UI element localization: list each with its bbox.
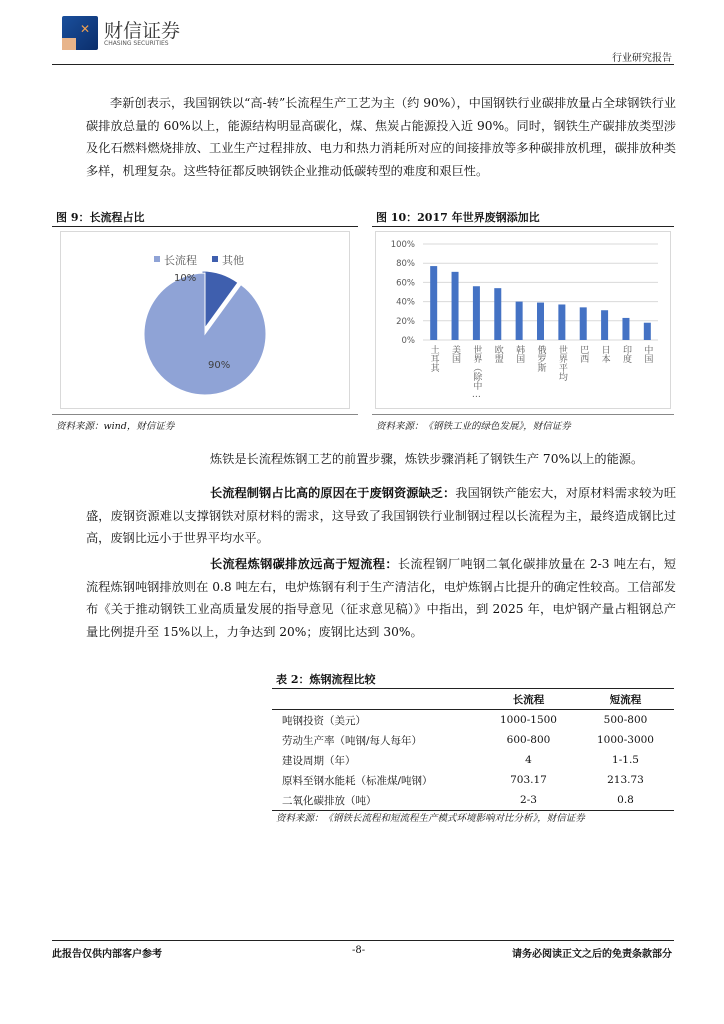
footer-divider: [52, 940, 674, 941]
x-tick-label: 美国: [450, 345, 461, 363]
table-cell: 原料至钢水能耗（标准煤/吨钢）: [282, 774, 433, 787]
legend-other: 其他: [222, 254, 244, 267]
brand-name: 财信证券: [104, 20, 181, 42]
label-other: 10%: [174, 273, 197, 284]
table-cell: 600-800: [506, 734, 551, 746]
y-tick-label: 100%: [390, 240, 415, 250]
table-row: [272, 710, 674, 731]
y-tick-label: 0%: [401, 336, 415, 346]
paragraph-2-body: 我国钢铁产能宏大，对原材料需求较为旺盛，废钢资源难以支撑钢铁对原材料的需求，这导致了我国钢铁行业制钢过程以长流程为主，最终造成钢比过高，废钢比远小于世界平均水平。: [86, 486, 677, 545]
fig10-source: 资料来源：《钢铁工业的绿色发展》，财信证券: [376, 421, 571, 432]
x-tick-label: 欧盟: [492, 345, 503, 363]
footer-left: 此报告仅供内部客户参考: [52, 949, 162, 960]
bar: [537, 303, 544, 340]
bar: [622, 318, 629, 340]
fig9-bottom-rule: [52, 414, 358, 415]
logo-icon: ✕: [62, 16, 98, 50]
report-type: 行业研究报告: [612, 53, 672, 64]
bar: [516, 302, 523, 340]
bar: [601, 310, 608, 340]
legend-long: 长流程: [164, 254, 197, 267]
label-long: 90%: [208, 360, 231, 371]
bar: [494, 288, 501, 340]
table-cell: 4: [525, 754, 532, 766]
table-cell: 500-800: [603, 714, 648, 726]
x-tick-label: 世界平均: [556, 345, 567, 381]
x-tick-label: 日本: [599, 345, 610, 363]
fig10-title: 图 10：2017 年世界废钢添加比: [376, 211, 540, 224]
pie-slice-0: [144, 273, 266, 395]
table-cell: 2-3: [520, 794, 537, 806]
x-tick-label: 巴西: [578, 345, 589, 363]
bar: [430, 266, 437, 340]
page-number: -8-: [352, 945, 366, 956]
bar: [580, 307, 587, 340]
header-divider: [52, 64, 674, 65]
fig9-rule: [52, 226, 358, 227]
bar: [473, 286, 480, 340]
comparison-table: [272, 689, 674, 811]
fig9-title: 图 9：长流程占比: [56, 211, 145, 224]
pie-chart: [60, 231, 350, 409]
x-tick-label: 俄罗斯: [535, 345, 546, 372]
table-header: 长流程: [512, 693, 545, 706]
table-cell: 1000-1500: [500, 714, 557, 726]
paragraph-3-lead: 长流程炼钢碳排放远高于短流程：: [210, 557, 398, 571]
legend-swatch-long: [154, 256, 160, 262]
table-cell: 1000-3000: [597, 734, 654, 746]
intro-paragraph: 李新创表示，我国钢铁以“高-转”长流程生产工艺为主（约 90%），中国钢铁行业碳排放量占全球钢铁行业碳排放总量的 60%以上，能源结构明显高碳化，煤、焦炭占能源投入近 90%。同时，钢铁生产碳排放类型涉及化石燃料燃烧排放、工业生产过程排放、电力和热力消耗所对应的间接排放等多种碳排放机理，碳排放种类多样，机理复杂。这些特征都反映钢铁企业推动低碳转型的难度和艰巨性。: [86, 96, 676, 178]
paragraph-3: [86, 553, 676, 643]
y-tick-label: 80%: [396, 259, 415, 270]
fig10-bottom-rule: [372, 414, 674, 415]
fig9-source: 资料来源：wind，财信证券: [56, 421, 175, 432]
legend-swatch-other: [212, 256, 218, 262]
x-tick-label: 韩国: [514, 345, 525, 363]
table-row: [272, 790, 674, 811]
x-tick-label: 土耳其: [428, 345, 439, 372]
bar-chart: [375, 231, 671, 409]
table-title: 表 2：炼钢流程比较: [276, 673, 376, 686]
table-cell: 703.17: [510, 774, 547, 786]
x-tick-label: 世界（除中…: [471, 345, 482, 400]
y-tick-label: 20%: [396, 316, 415, 327]
table-cell: 二氧化碳排放（吨）: [282, 794, 377, 807]
table-source: 资料来源：《钢铁长流程和短流程生产模式环境影响对比分析》，财信证券: [276, 813, 585, 824]
table-cell: 0.8: [617, 794, 634, 806]
brand-en: CHASING SECURITIES: [104, 40, 169, 47]
x-tick-label: 中国: [642, 345, 653, 363]
table-header: [272, 689, 480, 710]
footer-right: 请务必阅读正文之后的免责条款部分: [512, 949, 672, 960]
table-cell: 1-1.5: [612, 754, 639, 766]
y-tick-label: 60%: [396, 278, 415, 289]
bar: [644, 323, 651, 340]
table-cell: 213.73: [607, 774, 644, 786]
y-tick-label: 40%: [396, 297, 415, 308]
paragraph-3-body: 长流程钢厂吨钢二氧化碳排放量在 2-3 吨左右，短流程炼钢吨钢排放则在 0.8 吨左右，电炉炼钢有利于生产清洁化，电炉炼钢占比提升的确定性较高。工信部发布《关于推动钢铁工业高质量发展的指导意见（征求意见稿）》中指出，到 2025 年，电炉钢产量占粗钢总产量比例提升至 15%以上，力争达到 20%；废钢比达到 30%。: [86, 557, 677, 639]
paragraph-2-lead: 长流程制钢占比高的原因在于废钢资源缺乏：: [210, 486, 456, 500]
paragraph-2: [86, 482, 676, 550]
fig10-rule: [372, 226, 674, 227]
bar: [452, 272, 459, 340]
table-row: [272, 750, 674, 770]
table-header: 短流程: [609, 693, 642, 706]
table-row: [272, 730, 674, 750]
x-tick-label: 印度: [620, 345, 631, 363]
table-cell: 吨钢投资（美元）: [282, 714, 366, 727]
bar: [558, 304, 565, 340]
table-row: [272, 770, 674, 790]
paragraph-1: 炼铁是长流程炼钢工艺的前置步骤，炼铁步骤消耗了钢铁生产 70%以上的能源。: [210, 452, 644, 466]
table-cell: 劳动生产率（吨钢/每人每年）: [282, 734, 423, 747]
table-cell: 建设周期（年）: [282, 754, 356, 767]
